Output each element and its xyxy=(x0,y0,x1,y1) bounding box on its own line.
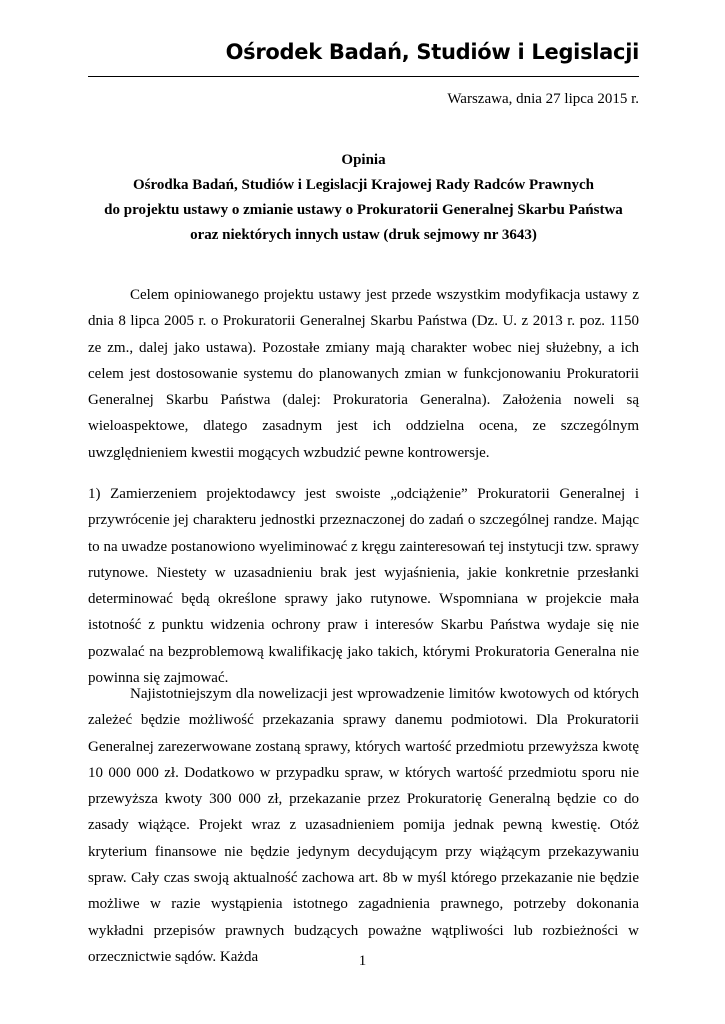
title-line: do projektu ustawy o zmianie ustawy o Prokuratorii Generalnej Skarbu Państwa xyxy=(104,202,623,218)
opinion-title-block xyxy=(88,148,639,248)
body-paragraph-limits: Najistotniejszym dla nowelizacji jest wprowadzenie limitów kwotowych od których zależeć będzie możliwość przekazania sprawy danemu podmiotowi. Dla Prokuratorii Generalnej zarezerwowane zostaną sprawy, których wartość przedmiotu przewyższa kwotę 10 000 000 zł. Dodatkowo w przypadku spraw, w których wartość przedmiotu sporu nie przewyższa kwoty 300 000 zł, przekazanie przez Prokuratorię Generalną będzie co do zasady wiążące. Projekt wraz z uzasadnieniem pomija jednak pewną kwestię. Otóż kryterium finansowe nie będzie jedynym decydującym przy wiążącym przekazywaniu spraw. Cały czas swoją aktualność zachowa art. 8b w myśl którego przekazanie nie będzie możliwe w razie wystąpienia istotnego zagadnienia prawnego, potrzeby dokonania wykładni przepisów prawnych budzących poważne wątpliwości lub rozbieżności w orzecznictwie sądów. Każda xyxy=(88,686,639,965)
page-number: 1 xyxy=(358,953,367,969)
document-header-title: Ośrodek Badań, Studiów i Legislacji xyxy=(225,40,639,64)
body-paragraph-point-1: 1) Zamierzeniem projektodawcy jest swoiste „odciążenie” Prokuratorii Generalnej i przywrócenie jej charakteru jednostki przeznaczonej do zadań o szczególnej randze. Mając to na uwadze postanowiono wyeliminować z kręgu zainteresowań tej instytucji tzw. sprawy rutynowe. Niestety w uzasadnieniu brak jest wyjaśnienia, jakie konkretnie przesłanki determinować będą określone sprawy jako rutynowe. Wspomniana w projekcie mała istotność z punktu widzenia ochrony praw i interesów Skarbu Państwa wydaje się nie pozwalać na bezproblemową kwalifikację jako takich, którymi Prokuratoria Generalna nie powinna się zajmować. xyxy=(88,486,639,687)
document-date: Warszawa, dnia 27 lipca 2015 r. xyxy=(447,91,639,107)
title-line: Opinia xyxy=(341,152,386,168)
body-paragraph-intro: Celem opiniowanego projektu ustawy jest przede wszystkim modyfikacja ustawy z dnia 8 lipca 2005 r. o Prokuratorii Generalnej Skarbu Państwa (Dz. U. z 2013 r. poz. 1150 ze zm., dalej jako ustawa). Pozostałe zmiany mają charakter wobec niej służebny, a ich celem jest dostosowanie systemu do planowanych zmian w funkcjonowaniu Prokuratorii Generalnej Skarbu Państwa (dalej: Prokuratoria Generalna). Założenia noweli są wieloaspektowe, dlatego zasadnym jest ich oddzielna ocena, ze szczególnym uwzględnieniem kwestii mogących wzbudzić pewne kontrowersje. xyxy=(88,287,639,461)
header-divider xyxy=(88,76,639,77)
title-line: oraz niektórych innych ustaw (druk sejmowy nr 3643) xyxy=(190,227,537,243)
title-line: Ośrodka Badań, Studiów i Legislacji Krajowej Rady Radców Prawnych xyxy=(132,177,594,193)
